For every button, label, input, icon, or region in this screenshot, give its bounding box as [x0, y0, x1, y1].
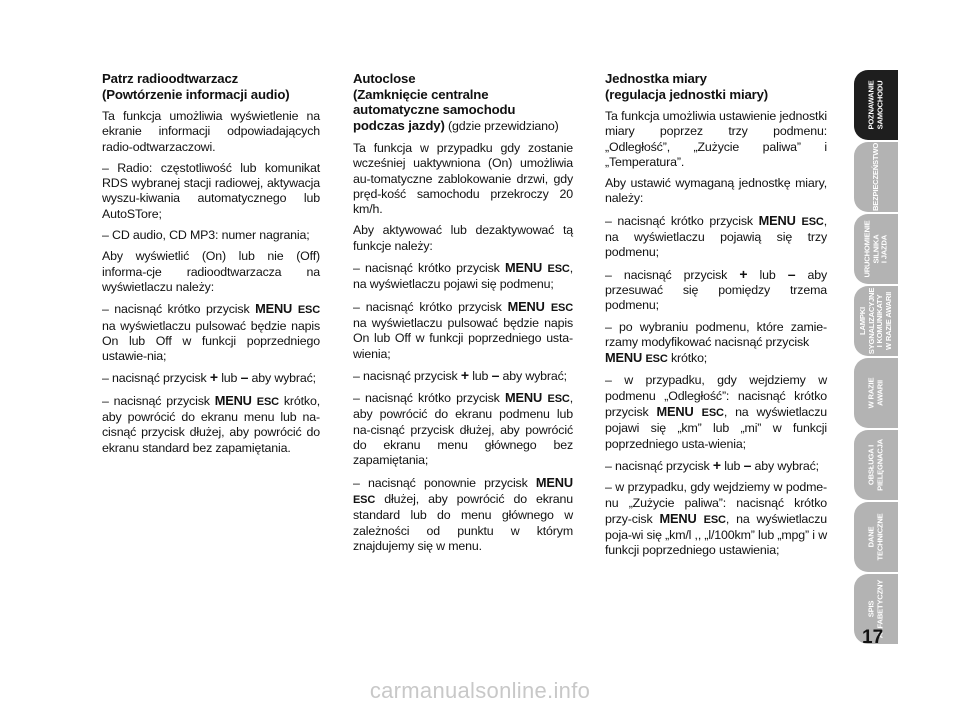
- menu-label: MENU: [505, 390, 543, 406]
- paragraph: – CD audio, CD MP3: numer nagrania;: [102, 228, 310, 243]
- plus-icon: +: [460, 366, 469, 383]
- text: , na wyświetlaczu pojawi się „km” lub „mi” w funkcji poprzedniego usta-wienia;: [605, 405, 827, 451]
- text: – nacisnąć krótko przycisk: [102, 302, 256, 317]
- text: lub: [720, 458, 744, 473]
- column-units: [605, 71, 827, 565]
- text: – nacisnąć krótko przycisk: [605, 213, 759, 228]
- menu-label: MENU: [214, 392, 252, 408]
- paragraph: [353, 390, 573, 468]
- plus-icon: +: [209, 369, 218, 386]
- menu-esc-button-label: [505, 390, 570, 405]
- paragraph: [605, 350, 827, 367]
- text: krótko;: [667, 351, 708, 366]
- text: lub: [217, 371, 241, 386]
- paragraph: [605, 320, 827, 351]
- paragraph: [102, 370, 320, 386]
- esc-label: ESC: [550, 301, 573, 314]
- tab-label: POZNAWANIE SAMOCHODU: [866, 80, 884, 130]
- column-radio-info: [102, 71, 320, 462]
- heading-text: Autoclose (Zamknięcie centralne automatyczne samochodu podczas jazdy): [353, 71, 516, 133]
- menu-label: MENU: [605, 350, 643, 366]
- text: – nacisnąć przycisk: [605, 458, 713, 473]
- heading-radio-repeat: Patrz radioodtwarzacz (Powtórzenie informacji audio): [102, 71, 290, 102]
- tab-bezpieczenstwo[interactable]: [854, 142, 898, 212]
- paragraph: [605, 213, 827, 261]
- text: dłużej, aby powrócić do ekranu standard lub do menu głównego w zależności od punktu w którym znajdujemy się w menu.: [353, 491, 573, 553]
- heading-note: (gdzie przewidziano): [444, 118, 559, 133]
- paragraph: Ta funkcja umożliwia wyświetlenie na ekranie informacji odpowiadających radio-odtwarzaczowi.: [102, 109, 320, 154]
- heading-autoclose: [353, 71, 573, 134]
- text: – po wybraniu podmenu, które zamie-rzamy modyfikować nacisnąć przycisk: [605, 319, 827, 349]
- menu-label: MENU: [758, 212, 796, 228]
- text: krótko, aby powrócić do ekranu menu lub na-cisnąć przycisk dłużej, aby powrócić do ekranu standard bez zapamiętania.: [102, 393, 320, 455]
- text: – nacisnąć krótko przycisk: [353, 299, 508, 314]
- column-autoclose: [353, 71, 573, 560]
- esc-label: ESC: [703, 513, 726, 526]
- paragraph: Ta funkcja w przypadku gdy zostanie wcześniej uaktywniona (On) umożliwia au-tomatyczne zablokowanie drzwi, gdy pręd-kość samochodu przekroczy 20 km/h.: [353, 141, 573, 217]
- menu-esc-button-label: [505, 260, 570, 275]
- minus-icon: –: [491, 366, 500, 383]
- menu-esc-button-label: [759, 213, 824, 228]
- paragraph: [353, 260, 573, 293]
- text: , na wyświetlaczu poja-wi się „km/l ,, „l/100km” lub „mpg” i w funkcji poprzedniego ustawienia;: [605, 511, 828, 558]
- text: , aby powrócić do ekranu podmenu lub na-cisnąć przycisk dłużej, aby powrócić do ekranu menu głównego bez zapamiętania;: [353, 391, 573, 468]
- text: , na wyświetlaczu pojawi się podmenu;: [353, 261, 573, 292]
- text: – nacisnąć przycisk: [605, 267, 740, 282]
- text: – w przypadku, gdy wejdziemy w podme-nu „Zużycie paliwa”: nacisnąć krótko przy-cisk: [605, 480, 827, 526]
- paragraph: – Radio: częstotliwość lub komunikat RDS wybranej stacji radiowej, aktywacja wyszu-kiwania automatycznego lub AutoSTore;: [102, 160, 320, 221]
- text: – nacisnąć przycisk: [102, 371, 210, 386]
- menu-label: MENU: [659, 510, 697, 526]
- paragraph: [605, 458, 827, 474]
- paragraph: [605, 267, 827, 314]
- section-tabs: [854, 70, 898, 646]
- menu-esc-button-label: [657, 404, 724, 419]
- menu-esc-button-label: [255, 301, 320, 316]
- heading-units: Jednostka miary (regulacja jednostki miary): [605, 71, 769, 102]
- plus-icon: +: [739, 265, 748, 282]
- esc-label: ESC: [256, 395, 279, 408]
- tab-label: LAMPKI SYGNALIZACYJNE I KOMUNIKATY W RAZIE AWARII: [858, 287, 893, 355]
- tab-label: W RAZIE AWARII: [866, 377, 884, 409]
- text: aby przesuwać się pomiędzy trzema podmenu;: [605, 267, 828, 313]
- menu-label: MENU: [535, 474, 573, 490]
- text: aby wybrać;: [248, 371, 316, 386]
- esc-label: ESC: [353, 493, 376, 506]
- menu-esc-button-label: [508, 299, 573, 314]
- tab-obsluga-i-pielegnacja[interactable]: [854, 430, 898, 500]
- tab-dane-techniczne[interactable]: [854, 502, 898, 572]
- watermark: carmanualsonline.info: [369, 678, 591, 703]
- text: na wyświetlaczu pulsować będzie napis On lub Off w funkcji poprzedniego usta-wienia;: [353, 315, 573, 361]
- tab-lampki-sygnalizacyjne[interactable]: [854, 286, 898, 356]
- paragraph: [605, 373, 827, 451]
- paragraph: Aby aktywować lub dezaktywować tą funkcje należy:: [353, 223, 573, 253]
- tab-poznawanie-samochodu[interactable]: [854, 70, 898, 140]
- paragraph: [353, 475, 573, 554]
- text: – nacisnąć przycisk: [102, 393, 215, 408]
- esc-label: ESC: [547, 263, 570, 276]
- tab-label: OBSŁUGA I PIELĘGNACJA: [866, 439, 884, 491]
- esc-label: ESC: [701, 407, 724, 420]
- tab-label: URUCHOMIENIE SILNIKA I JAZDA: [862, 220, 889, 278]
- minus-icon: –: [743, 456, 752, 473]
- menu-label: MENU: [255, 301, 293, 317]
- paragraph: Ta funkcja umożliwia ustawienie jednostki miary poprzez trzy podmenu: „Odległość”, „Zużycie paliwa” i „Temperatura”.: [605, 109, 827, 169]
- minus-icon: –: [787, 265, 796, 282]
- paragraph: [353, 299, 573, 362]
- text: – nacisnąć krótko przycisk: [353, 391, 506, 406]
- text: lub: [747, 267, 788, 282]
- paragraph: [102, 393, 320, 456]
- esc-label: ESC: [801, 215, 824, 228]
- esc-label: ESC: [547, 393, 570, 406]
- page-number: 17: [862, 627, 884, 648]
- text: aby wybrać;: [751, 458, 819, 473]
- menu-esc-button-label: [605, 350, 668, 365]
- menu-label: MENU: [656, 404, 694, 420]
- text: – nacisnąć krótko przycisk: [353, 261, 506, 276]
- paragraph: [102, 301, 320, 364]
- tab-label: SPIS ALFABETYCZNY: [866, 579, 884, 639]
- paragraph: [605, 480, 827, 558]
- text: , na wyświetlaczu pojawią się trzy podmenu;: [605, 213, 827, 260]
- text: – w przypadku, gdy wejdziemy w podmenu „Odległość”: nacisnąć krótko przycisk: [605, 373, 827, 420]
- menu-esc-button-label: [215, 393, 279, 408]
- text: – nacisnąć przycisk: [353, 368, 461, 383]
- menu-label: MENU: [507, 298, 545, 314]
- paragraph: Aby ustawić wymaganą jednostkę miary, należy:: [605, 176, 827, 206]
- paragraph: [353, 368, 573, 384]
- text: lub: [468, 368, 492, 383]
- tab-w-razie-awarii[interactable]: [854, 358, 898, 428]
- esc-label: ESC: [645, 353, 668, 366]
- tab-label: BEZPIECZEŃSTWO: [870, 142, 880, 212]
- esc-label: ESC: [297, 304, 320, 317]
- plus-icon: +: [712, 456, 721, 473]
- menu-label: MENU: [505, 260, 543, 276]
- text: – nacisnąć ponownie przycisk: [353, 475, 536, 490]
- minus-icon: –: [240, 369, 249, 386]
- paragraph: Aby wyświetlić (On) lub nie (Off) informa-cje radioodtwarzacza na wyświetlaczu należy:: [102, 249, 320, 294]
- text: na wyświetlaczu pulsować będzie napis On lub Off w funkcji poprzedniego ustawie-nia;: [102, 318, 320, 364]
- tab-label: DANE TECHNICZNE: [866, 513, 884, 561]
- menu-esc-button-label: [659, 511, 725, 526]
- tab-uruchomienie-silnika[interactable]: [854, 214, 898, 284]
- text: aby wybrać;: [499, 368, 567, 383]
